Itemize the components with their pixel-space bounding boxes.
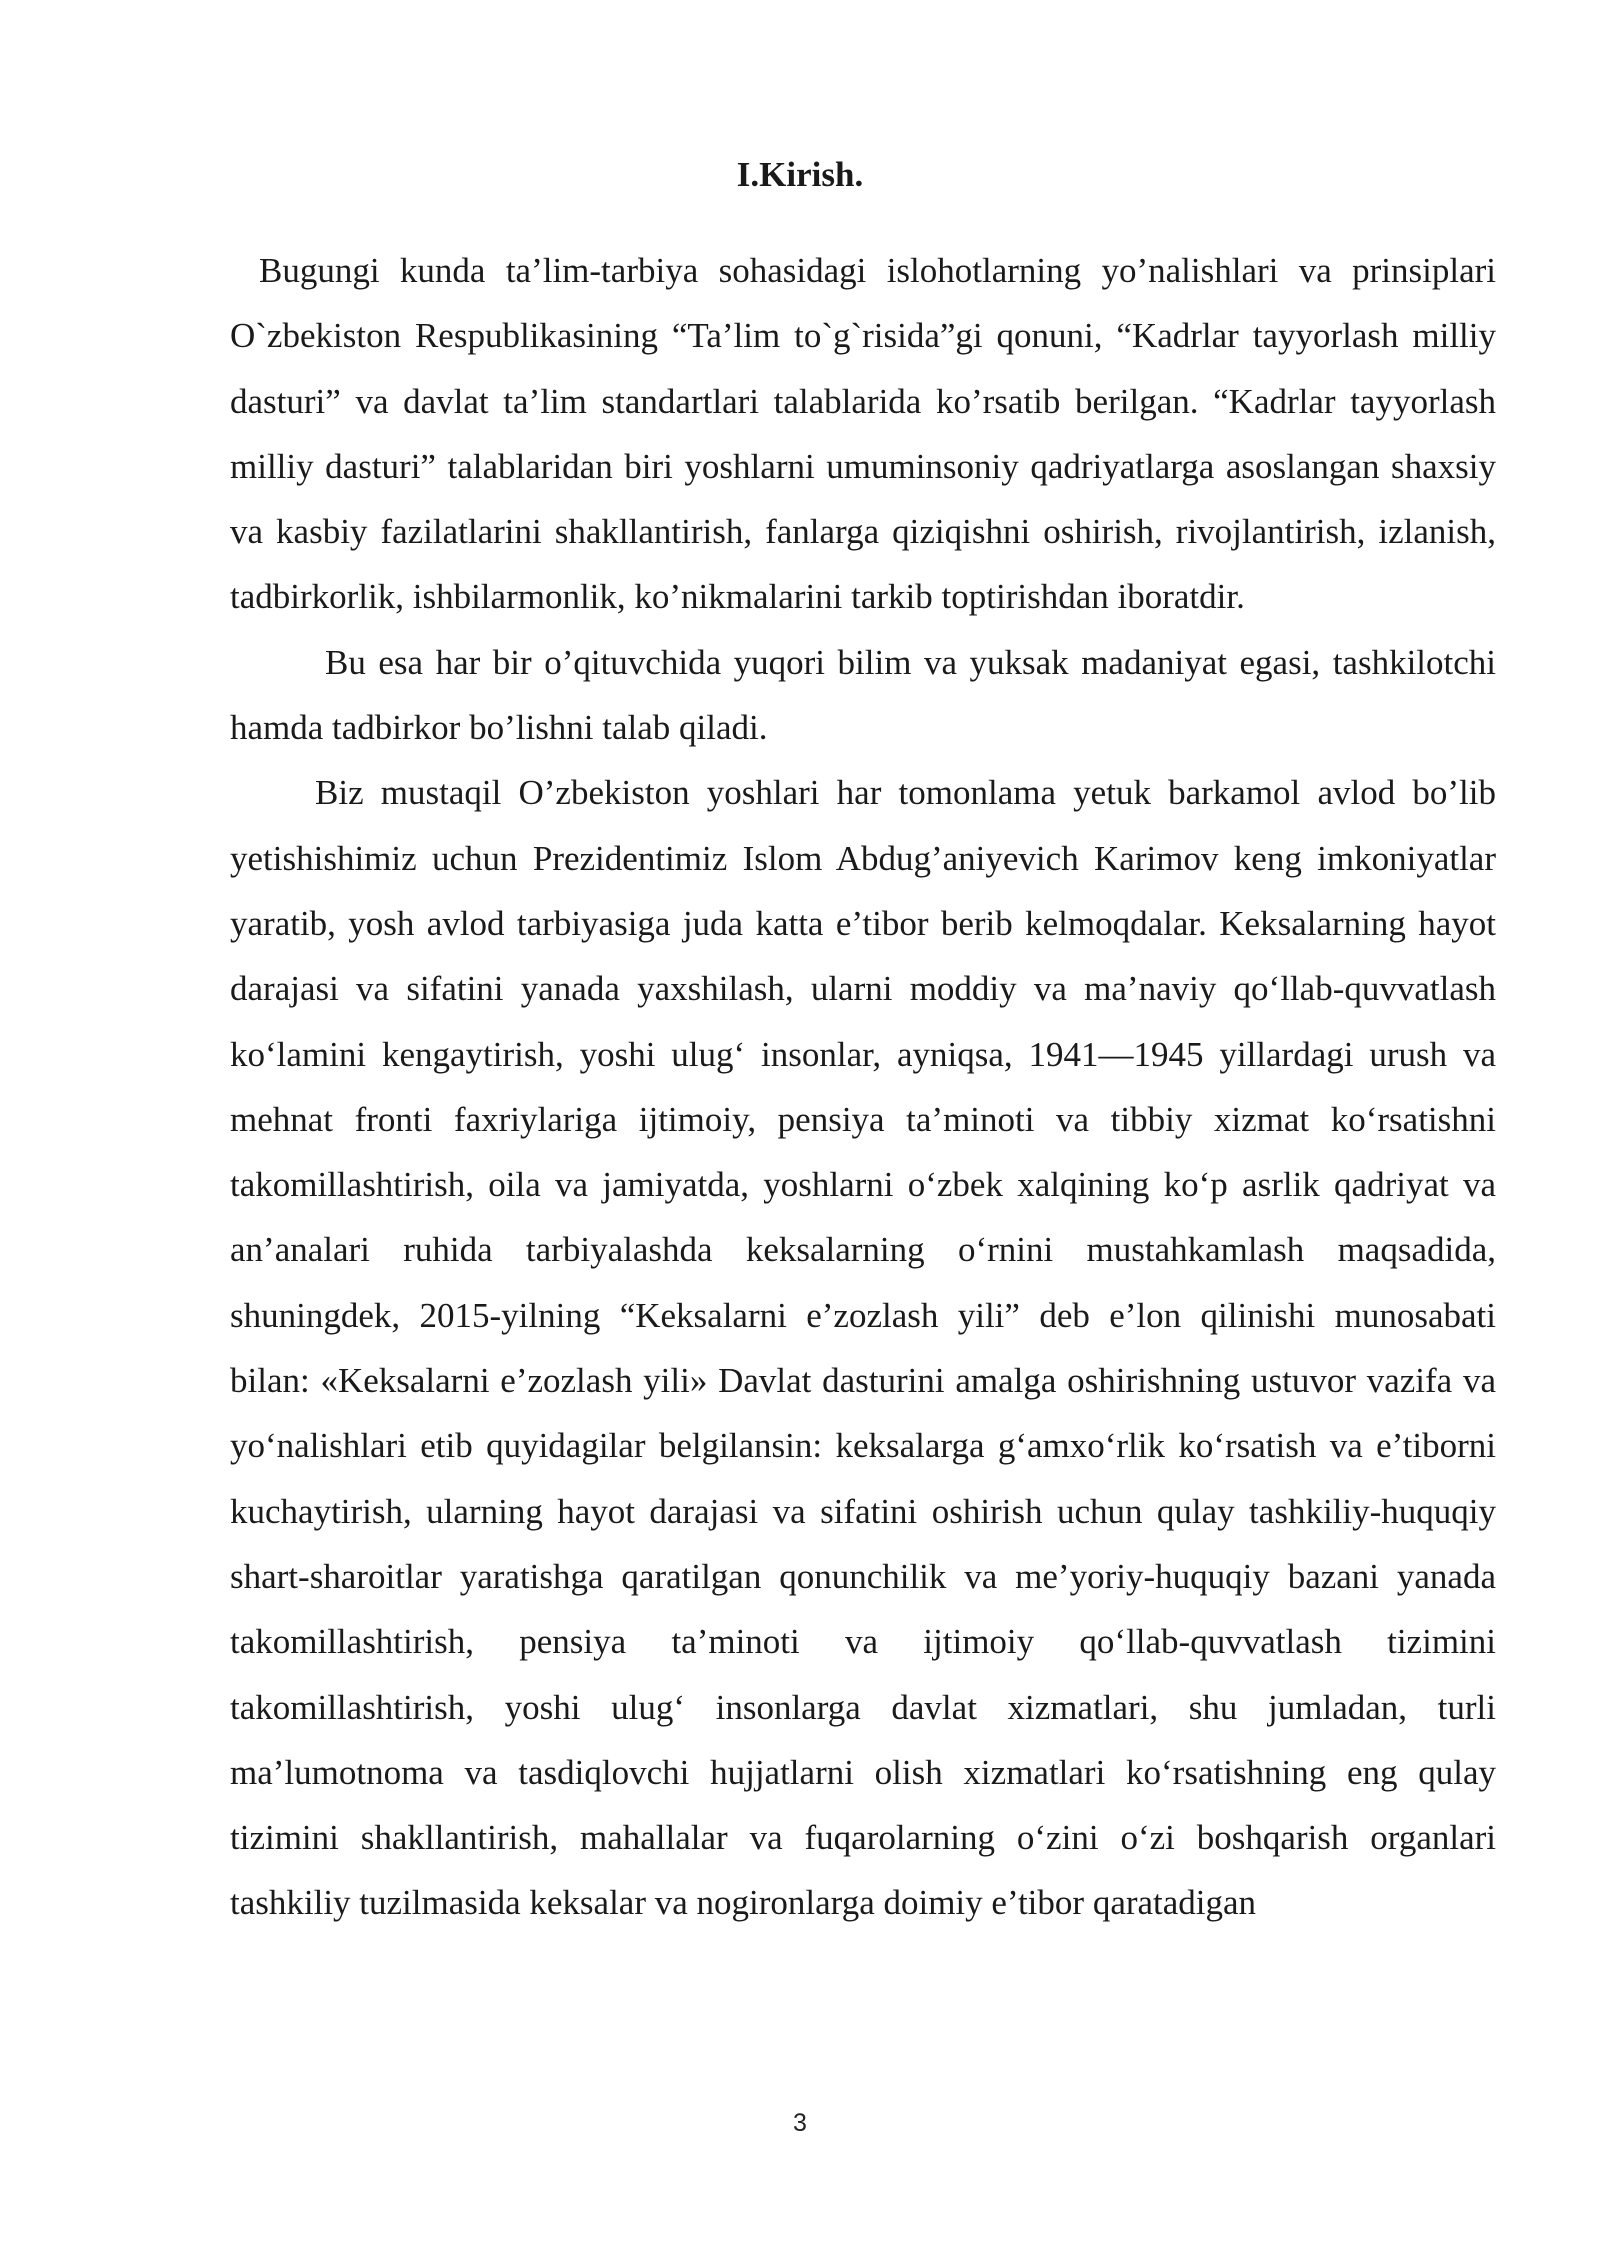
section-heading: I.Kirish. xyxy=(736,155,864,194)
body-text xyxy=(230,238,1496,1936)
paragraph-teacher: Bu esa har bir o’qituvchida yuqori bilim va yuksak madaniyat egasi, tashkilotchi hamda tadbirkor bo’lishni talab qiladi. xyxy=(230,642,1496,748)
paragraph-youth: Biz mustaqil O’zbekiston yoshlari har tomonlama yetuk barkamol avlod bo’lib yetishishimiz uchun Prezidentimiz Islom Abdug’aniyevich Karimov keng imkoniyatlar yaratib, yosh avlod tarbiyasiga juda katta e’tibor berib kelmoqdalar. Keksalarning hayot darajasi va sifatini yanada yaxshilash, ularni moddiy va ma’naviy qo‘llab-quvvatlash ko‘lamini kengaytirish, yoshi ulug‘ insonlar, ayniqsa, 1941—1945 yillardagi urush va mehnat fronti faxriylariga ijtimoiy, pensiya ta’minoti va tibbiy xizmat ko‘rsatishni takomillashtirish, oila va jamiyatda, yoshlarni o‘zbek xalqining ko‘p asrlik qadriyat va an’analari ruhida tarbiyalashda keksalarning o‘rnini mustahkamlash maqsadida, shuningdek, 2015-yilning “Keksalarni e’zozlash yili” deb e’lon qilinishi munosabati bilan: «Keksalarni e’zozlash yili» Davlat dasturini amalga oshirishning ustuvor vazifa va yo‘nalishlari etib quyidagilar belgilansin: keksalarga g‘amxo‘rlik ko‘rsatish va e’tiborni kuchaytirish, ularning hayot darajasi va sifatini oshirish uchun qulay tashkiliy-huquqiy shart-sharoitlar yaratishga qaratilgan qonunchilik va me’yoriy-huquqiy bazani yanada takomillashtirish, pensiya ta’minoti va ijtimoiy qo‘llab-quvvatlash tizimini takomillashtirish, yoshi ulug‘ insonlarga davlat xizmatlari, shu jumladan, turli ma’lumotnoma va tasdiqlovchi hujjatlarni olish xizmatlari ko‘rsatishning eng qulay tizimini shakllantirish, mahallalar va fuqarolarning o‘zini o‘zi boshqarish organlari tashkiliy tuzilmasida keksalar va nogironlarga doimiy e’tibor qaratadigan xyxy=(230,773,1496,1923)
paragraph-intro: Bugungi kunda ta’lim-tarbiya sohasidagi islohotlarning yo’nalishlari va prinsiplari O`zbekiston Respublikasining “Ta’lim to`g`risida”gi qonuni, “Kadrlar tayyorlash milliy dasturi” va davlat ta’lim standartlari talablarida ko’rsatib berilgan. “Kadrlar tayyorlash milliy dasturi” talablaridan biri yoshlarni umuminsoniy qadriyatlarga asoslangan shaxsiy va kasbiy fazilatlarini shakllantirish, fanlarga qiziqishni oshirish, rivojlantirish, izlanish, tadbirkorlik, ishbilarmonlik, ko’nikmalarini tarkib toptirishdan iboratdir. xyxy=(230,251,1496,617)
page-number: 3 xyxy=(793,2109,807,2137)
